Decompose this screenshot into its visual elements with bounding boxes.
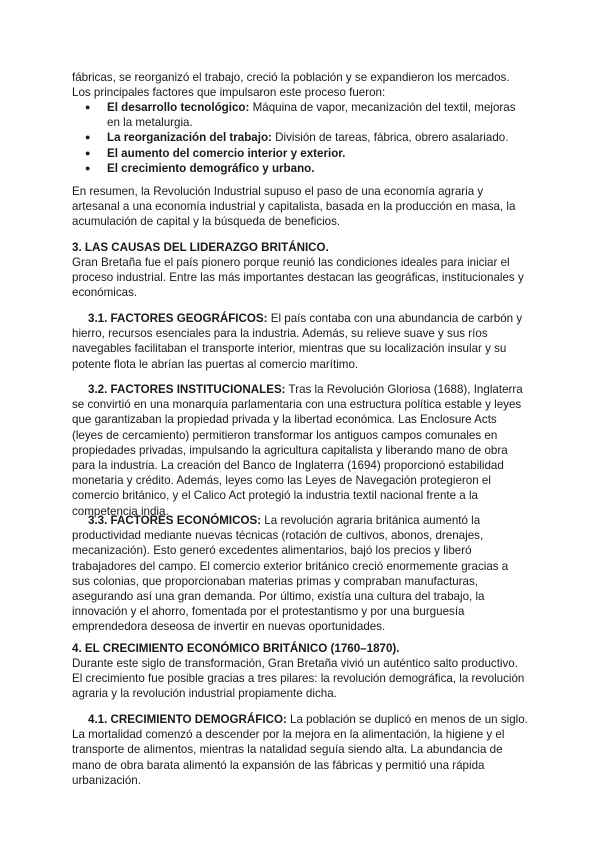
list-item-text: Máquina de vapor, mecanización del textil, mejoras en la metalurgia. [107,101,516,130]
section-3-1-text: El país contaba con una abundancia de carbón y hierro, recursos esenciales para la industria. Además, su relieve suave y sus ríos navegables facilitaban el transporte interior, mientras que su localización insular y su potente flota le abrían las puertas al comercio marítimo. [72,312,523,371]
section-3-1-label: 3.1. FACTORES GEOGRÁFICOS: [88,312,268,325]
section-3-2-paragraph [72,382,528,519]
section-4-1-paragraph [72,712,528,788]
intro-paragraph: fábricas, se reorganizó el trabajo, creció la población y se expandieron los mercados. Los principales factores que impulsaron este proceso fueron: [72,71,510,100]
section-3-heading: 3. LAS CAUSAS DEL LIDERAZGO BRITÁNICO. [72,241,329,254]
list-item [72,130,528,145]
section-3-2-text: Tras la Revolución Gloriosa (1688), Inglaterra se convirtió en una monarquía parlamentaria con una estructura política estable y leyes que garantizaban la propiedad privada y la libertad económica. Las Enclosure Acts (leyes de cercamiento) permitieron transformar los antiguos campos comunales en propiedades privadas, impulsando la agricultura capitalista y liberando mano de obra para la industria. La creación del Banco de Inglaterra (1694) proporcionó estabilidad monetaria y crédito. Además, leyes como las Leyes de Navegación protegieron el comercio británico, y el Calico Act protegió la industria textil nacional frente a la competencia india. [72,383,523,518]
factors-list [72,100,528,176]
section-3-1-paragraph [72,311,528,372]
list-item-bold: El crecimiento demográfico y urbano. [107,161,315,175]
section-3-3-label: 3.3. FACTORES ECONÓMICOS: [88,514,262,527]
list-item-text: División de tareas, fábrica, obrero asalariado. [271,131,509,145]
list-item [72,100,528,130]
section-4-1-label: 4.1. CRECIMIENTO DEMOGRÁFICO: [88,713,287,726]
list-item-bold: El desarrollo tecnológico: [107,101,250,114]
list-item-bold: El aumento del comercio interior y exterior. [107,146,346,160]
list-item [72,146,528,161]
list-item-bold: La reorganización del trabajo: [107,131,272,145]
section-4-heading: 4. EL CRECIMIENTO ECONÓMICO BRITÁNICO (1760–1870). [72,642,400,655]
summary-paragraph: En resumen, la Revolución Industrial supuso el paso de una economía agraria y artesanal a una economía industrial y capitalista, basada en la producción en masa, la acumulación de capital y la búsqueda de beneficios. [72,185,516,229]
section-3-paragraph: Gran Bretaña fue el país pionero porque reunió las condiciones ideales para iniciar el proceso industrial. Entre las más importantes destacan las geográficas, institucionales y económicas. [72,256,524,300]
section-4-1-text: La población se duplicó en menos de un siglo. La mortalidad comenzó a descender por la mejora en la alimentación, la higiene y el transporte de alimentos, mientras la natalidad seguía siendo alta. La abundancia de mano de obra barata alimentó la expansión de las fábricas y permitió una rápida urbanización. [72,713,528,787]
section-3-2-label: 3.2. FACTORES INSTITUCIONALES: [88,383,286,396]
section-3-3-paragraph [72,513,528,635]
section-3-3-text: La revolución agraria británica aumentó la productividad mediante nuevas técnicas (rotación de cultivos, abonos, drenajes, mecanización). Esto generó excedentes alimentarios, bajó los precios y liberó trabajadores del campo. El comercio exterior británico creció enormemente gracias a sus colonias, que proporcionaban materias primas y compraban manufacturas, asegurando así una gran demanda. Por último, existía una cultura del trabajo, la innovación y el ahorro, fomentada por el protestantismo y por una burguesía emprendedora deseosa de invertir en nuevas oportunidades. [72,514,509,634]
list-item [72,161,528,176]
section-4-paragraph: Durante este siglo de transformación, Gran Bretaña vivió un auténtico salto productivo. El crecimiento fue posible gracias a tres pilares: la revolución demográfica, la revolución agraria y la revolución industrial propiamente dicha. [72,657,525,701]
